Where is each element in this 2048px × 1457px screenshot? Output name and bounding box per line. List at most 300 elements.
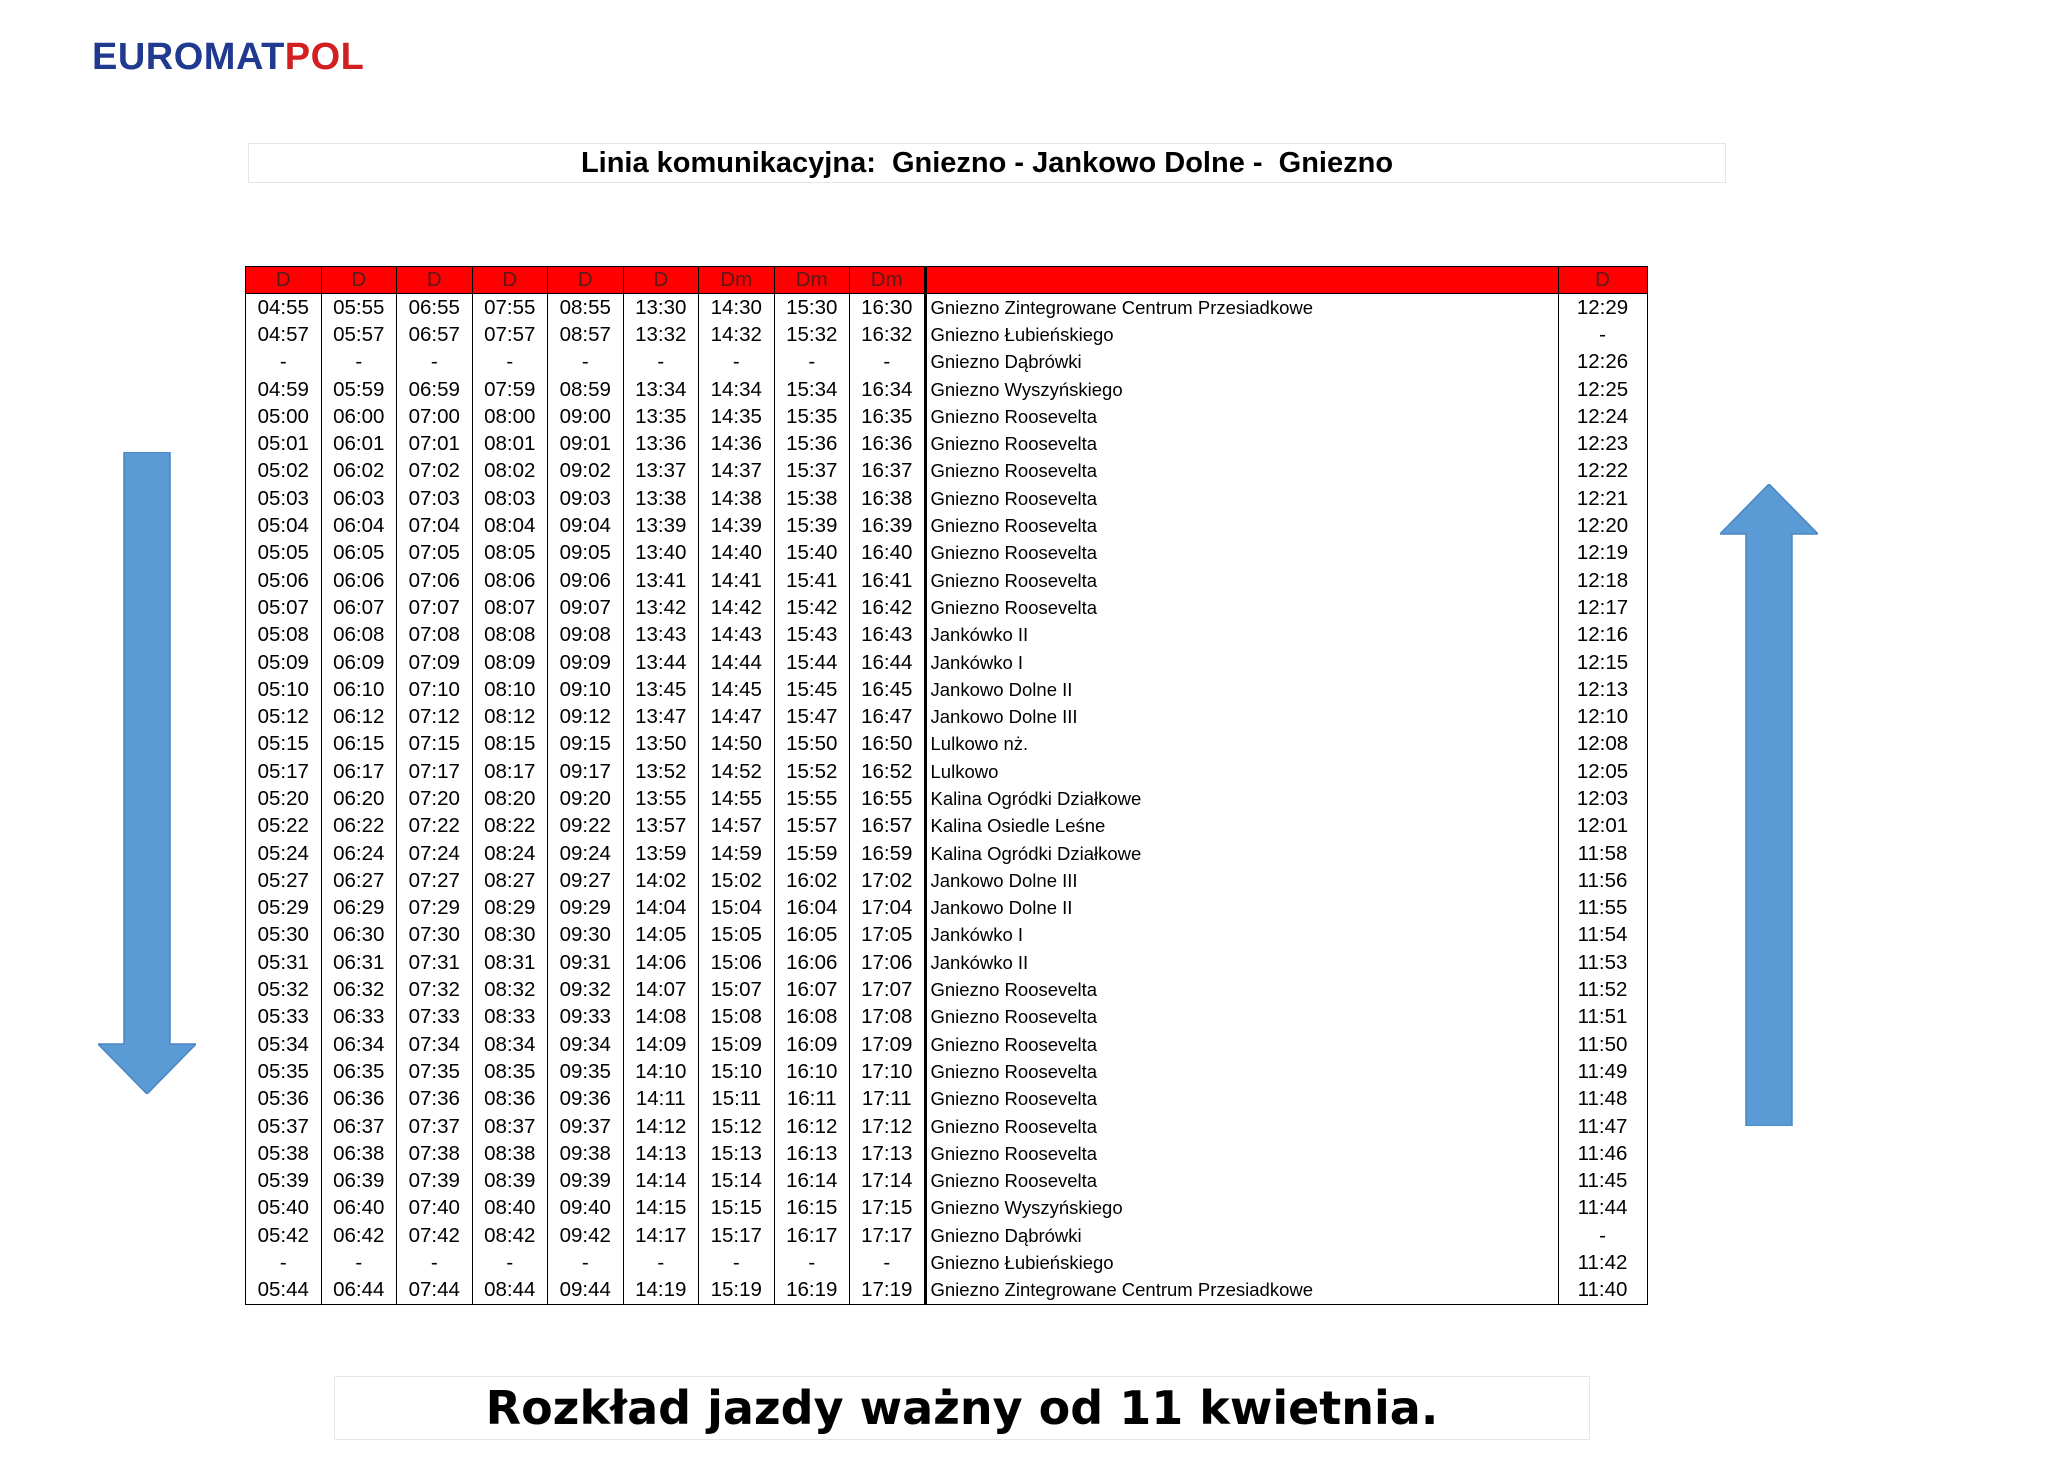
return-time-cell: 11:45	[1558, 1168, 1647, 1195]
departure-time-cell: 15:04	[699, 895, 775, 922]
table-row	[246, 1277, 1648, 1305]
departure-time-cell: 08:03	[472, 485, 548, 512]
departure-time-cell: 09:20	[548, 785, 624, 812]
timetable	[245, 266, 1648, 1305]
table-row	[246, 321, 1648, 348]
euromatpol-logo	[92, 36, 364, 79]
departure-time-cell: 05:33	[246, 1004, 322, 1031]
stop-name-cell: Gniezno Roosevelta	[925, 485, 1558, 512]
departure-time-cell: 13:37	[623, 458, 699, 485]
departure-time-cell: 14:04	[623, 895, 699, 922]
return-time-cell: 12:18	[1558, 567, 1647, 594]
departure-time-cell: -	[472, 349, 548, 376]
departure-time-cell: 16:37	[850, 458, 926, 485]
departure-time-cell: 14:42	[699, 594, 775, 621]
departure-time-cell: -	[548, 1249, 624, 1276]
departure-time-cell: 09:30	[548, 922, 624, 949]
stop-name-cell: Jankowo Dolne II	[925, 676, 1558, 703]
stop-name-cell: Jankowo Dolne II	[925, 895, 1558, 922]
departure-time-cell: 05:05	[246, 540, 322, 567]
departure-time-cell: 05:57	[321, 321, 397, 348]
return-time-cell: 12:08	[1558, 731, 1647, 758]
departure-time-cell: 09:08	[548, 622, 624, 649]
table-row	[246, 867, 1648, 894]
departure-time-cell: 05:27	[246, 867, 322, 894]
departure-time-cell: 13:45	[623, 676, 699, 703]
departure-time-cell: 16:40	[850, 540, 926, 567]
stop-name-cell: Gniezno Roosevelta	[925, 1031, 1558, 1058]
departure-time-cell: 08:00	[472, 403, 548, 430]
departure-time-cell: 09:37	[548, 1113, 624, 1140]
departure-time-cell: 05:04	[246, 512, 322, 539]
departure-time-cell: 15:02	[699, 867, 775, 894]
departure-time-cell: 16:47	[850, 703, 926, 730]
departure-time-cell: 13:47	[623, 703, 699, 730]
stop-name-cell: Gniezno Dąbrówki	[925, 349, 1558, 376]
departure-time-cell: 05:30	[246, 922, 322, 949]
departure-time-cell: -	[623, 349, 699, 376]
departure-time-cell: 07:10	[397, 676, 473, 703]
departure-time-cell: 06:35	[321, 1058, 397, 1085]
departure-time-cell: 05:31	[246, 949, 322, 976]
header-stop-column	[925, 267, 1558, 294]
departure-time-cell: 06:01	[321, 430, 397, 457]
table-row	[246, 976, 1648, 1003]
return-time-cell: 12:03	[1558, 785, 1647, 812]
departure-time-cell: 09:38	[548, 1140, 624, 1167]
departure-time-cell: 14:39	[699, 512, 775, 539]
departure-time-cell: 13:38	[623, 485, 699, 512]
departure-time-cell: 17:02	[850, 867, 926, 894]
departure-time-cell: 15:12	[699, 1113, 775, 1140]
departure-time-cell: 15:15	[699, 1195, 775, 1222]
departure-time-cell: 15:38	[774, 485, 850, 512]
departure-time-cell: 17:15	[850, 1195, 926, 1222]
stop-name-cell: Jankowo Dolne III	[925, 703, 1558, 730]
departure-time-cell: 15:44	[774, 649, 850, 676]
header-day-type: D	[623, 267, 699, 294]
return-time-cell: 11:52	[1558, 976, 1647, 1003]
departure-time-cell: 16:59	[850, 840, 926, 867]
table-row	[246, 731, 1648, 758]
departure-time-cell: 06:33	[321, 1004, 397, 1031]
stop-name-cell: Gniezno Roosevelta	[925, 540, 1558, 567]
return-time-cell: 12:16	[1558, 622, 1647, 649]
return-time-cell: 12:26	[1558, 349, 1647, 376]
departure-time-cell: 16:07	[774, 976, 850, 1003]
departure-time-cell: 14:43	[699, 622, 775, 649]
departure-time-cell: 17:09	[850, 1031, 926, 1058]
table-row	[246, 485, 1648, 512]
header-day-type: D	[472, 267, 548, 294]
departure-time-cell: 07:34	[397, 1031, 473, 1058]
stop-name-cell: Gniezno Wyszyńskiego	[925, 1195, 1558, 1222]
departure-time-cell: 06:22	[321, 813, 397, 840]
table-row	[246, 1249, 1648, 1276]
departure-time-cell: 05:32	[246, 976, 322, 1003]
stop-name-cell: Jankówko II	[925, 949, 1558, 976]
departure-time-cell: 13:32	[623, 321, 699, 348]
departure-time-cell: 07:32	[397, 976, 473, 1003]
table-row	[246, 594, 1648, 621]
departure-time-cell: 15:06	[699, 949, 775, 976]
table-row	[246, 703, 1648, 730]
departure-time-cell: 13:35	[623, 403, 699, 430]
departure-time-cell: 06:44	[321, 1277, 397, 1305]
departure-time-cell: 07:06	[397, 567, 473, 594]
departure-time-cell: 06:05	[321, 540, 397, 567]
departure-time-cell: 17:10	[850, 1058, 926, 1085]
departure-time-cell: 07:12	[397, 703, 473, 730]
header-day-type: D	[246, 267, 322, 294]
departure-time-cell: 15:11	[699, 1086, 775, 1113]
departure-time-cell: 16:52	[850, 758, 926, 785]
return-time-cell: 11:40	[1558, 1277, 1647, 1305]
stop-name-cell: Gniezno Roosevelta	[925, 594, 1558, 621]
departure-time-cell: 15:35	[774, 403, 850, 430]
departure-time-cell: 08:31	[472, 949, 548, 976]
departure-time-cell: 07:20	[397, 785, 473, 812]
header-return-column: D	[1558, 267, 1647, 294]
footer-box	[334, 1376, 1590, 1440]
departure-time-cell: 05:09	[246, 649, 322, 676]
departure-time-cell: 14:47	[699, 703, 775, 730]
return-time-cell: 11:55	[1558, 895, 1647, 922]
departure-time-cell: 08:10	[472, 676, 548, 703]
table-row	[246, 430, 1648, 457]
departure-time-cell: 14:09	[623, 1031, 699, 1058]
up-arrow-icon	[1720, 484, 1818, 1126]
header-day-type: D	[321, 267, 397, 294]
departure-time-cell: 08:17	[472, 758, 548, 785]
title-box	[248, 143, 1726, 183]
stop-name-cell: Gniezno Roosevelta	[925, 1086, 1558, 1113]
departure-time-cell: 09:02	[548, 458, 624, 485]
return-time-cell: 11:49	[1558, 1058, 1647, 1085]
table-row	[246, 403, 1648, 430]
departure-time-cell: 07:39	[397, 1168, 473, 1195]
departure-time-cell: 17:11	[850, 1086, 926, 1113]
departure-time-cell: 05:01	[246, 430, 322, 457]
departure-time-cell: 08:09	[472, 649, 548, 676]
stop-name-cell: Kalina Ogródki Działkowe	[925, 785, 1558, 812]
stop-name-cell: Gniezno Roosevelta	[925, 567, 1558, 594]
departure-time-cell: 14:10	[623, 1058, 699, 1085]
departure-time-cell: 16:05	[774, 922, 850, 949]
table-row	[246, 758, 1648, 785]
departure-time-cell: 16:04	[774, 895, 850, 922]
departure-time-cell: 15:19	[699, 1277, 775, 1305]
departure-time-cell: 15:09	[699, 1031, 775, 1058]
departure-time-cell: 05:12	[246, 703, 322, 730]
departure-time-cell: 05:08	[246, 622, 322, 649]
departure-time-cell: -	[850, 349, 926, 376]
table-row	[246, 458, 1648, 485]
departure-time-cell: 16:35	[850, 403, 926, 430]
table-row	[246, 1222, 1648, 1249]
departure-time-cell: 15:10	[699, 1058, 775, 1085]
departure-time-cell: 05:07	[246, 594, 322, 621]
departure-time-cell: 09:34	[548, 1031, 624, 1058]
departure-time-cell: 16:02	[774, 867, 850, 894]
departure-time-cell: 05:36	[246, 1086, 322, 1113]
departure-time-cell: 08:33	[472, 1004, 548, 1031]
departure-time-cell: 13:55	[623, 785, 699, 812]
departure-time-cell: 08:44	[472, 1277, 548, 1305]
departure-time-cell: 09:24	[548, 840, 624, 867]
departure-time-cell: 09:00	[548, 403, 624, 430]
departure-time-cell: 09:04	[548, 512, 624, 539]
departure-time-cell: 07:57	[472, 321, 548, 348]
departure-time-cell: 09:35	[548, 1058, 624, 1085]
departure-time-cell: 16:11	[774, 1086, 850, 1113]
departure-time-cell: 06:03	[321, 485, 397, 512]
departure-time-cell: 16:55	[850, 785, 926, 812]
departure-time-cell: 14:08	[623, 1004, 699, 1031]
departure-time-cell: -	[699, 349, 775, 376]
table-row	[246, 813, 1648, 840]
departure-time-cell: 07:36	[397, 1086, 473, 1113]
stop-name-cell: Kalina Osiedle Leśne	[925, 813, 1558, 840]
return-time-cell: 12:17	[1558, 594, 1647, 621]
departure-time-cell: 09:17	[548, 758, 624, 785]
departure-time-cell: 09:22	[548, 813, 624, 840]
table-row	[246, 349, 1648, 376]
departure-time-cell: 07:17	[397, 758, 473, 785]
departure-time-cell: 14:13	[623, 1140, 699, 1167]
departure-time-cell: -	[397, 349, 473, 376]
departure-time-cell: 13:40	[623, 540, 699, 567]
departure-time-cell: 08:35	[472, 1058, 548, 1085]
departure-time-cell: 17:12	[850, 1113, 926, 1140]
departure-time-cell: 05:17	[246, 758, 322, 785]
departure-time-cell: 09:12	[548, 703, 624, 730]
departure-time-cell: 15:43	[774, 622, 850, 649]
departure-time-cell: 07:09	[397, 649, 473, 676]
departure-time-cell: 06:37	[321, 1113, 397, 1140]
stop-name-cell: Gniezno Zintegrowane Centrum Przesiadkowe	[925, 294, 1558, 322]
departure-time-cell: 14:57	[699, 813, 775, 840]
departure-time-cell: 06:04	[321, 512, 397, 539]
timetable-body	[246, 294, 1648, 1305]
departure-time-cell: 15:32	[774, 321, 850, 348]
departure-time-cell: 08:01	[472, 430, 548, 457]
departure-time-cell: 05:06	[246, 567, 322, 594]
departure-time-cell: 13:30	[623, 294, 699, 322]
departure-time-cell: 14:34	[699, 376, 775, 403]
departure-time-cell: 13:41	[623, 567, 699, 594]
stop-name-cell: Jankówko I	[925, 649, 1558, 676]
departure-time-cell: 15:37	[774, 458, 850, 485]
return-time-cell: 12:20	[1558, 512, 1647, 539]
table-row	[246, 1086, 1648, 1113]
departure-time-cell: 16:42	[850, 594, 926, 621]
table-row	[246, 622, 1648, 649]
departure-time-cell: 08:04	[472, 512, 548, 539]
departure-time-cell: 07:31	[397, 949, 473, 976]
return-time-cell: 12:24	[1558, 403, 1647, 430]
table-row	[246, 922, 1648, 949]
departure-time-cell: 05:38	[246, 1140, 322, 1167]
departure-time-cell: 07:37	[397, 1113, 473, 1140]
departure-time-cell: 08:27	[472, 867, 548, 894]
departure-time-cell: 06:55	[397, 294, 473, 322]
departure-time-cell: 06:02	[321, 458, 397, 485]
departure-time-cell: 04:55	[246, 294, 322, 322]
departure-time-cell: 14:55	[699, 785, 775, 812]
departure-time-cell: 14:11	[623, 1086, 699, 1113]
header-day-type: D	[397, 267, 473, 294]
return-time-cell: 11:54	[1558, 922, 1647, 949]
departure-time-cell: -	[850, 1249, 926, 1276]
departure-time-cell: 07:01	[397, 430, 473, 457]
return-time-cell: 11:58	[1558, 840, 1647, 867]
departure-time-cell: 06:38	[321, 1140, 397, 1167]
departure-time-cell: 17:14	[850, 1168, 926, 1195]
return-time-cell: 12:25	[1558, 376, 1647, 403]
departure-time-cell: 15:55	[774, 785, 850, 812]
departure-time-cell: 06:29	[321, 895, 397, 922]
departure-time-cell: 16:06	[774, 949, 850, 976]
departure-time-cell: -	[623, 1249, 699, 1276]
return-time-cell: 11:47	[1558, 1113, 1647, 1140]
departure-time-cell: 16:13	[774, 1140, 850, 1167]
departure-time-cell: 14:41	[699, 567, 775, 594]
validity-notice: Rozkład jazdy ważny od 11 kwietnia.	[485, 1381, 1439, 1435]
departure-time-cell: 15:36	[774, 430, 850, 457]
departure-time-cell: 14:06	[623, 949, 699, 976]
departure-time-cell: 08:22	[472, 813, 548, 840]
stop-name-cell: Jankówko II	[925, 622, 1558, 649]
departure-time-cell: 09:27	[548, 867, 624, 894]
departure-time-cell: 15:05	[699, 922, 775, 949]
departure-time-cell: 16:17	[774, 1222, 850, 1249]
table-row	[246, 567, 1648, 594]
departure-time-cell: 05:35	[246, 1058, 322, 1085]
departure-time-cell: 16:08	[774, 1004, 850, 1031]
departure-time-cell: 07:08	[397, 622, 473, 649]
departure-time-cell: 05:10	[246, 676, 322, 703]
departure-time-cell: 08:06	[472, 567, 548, 594]
departure-time-cell: 16:44	[850, 649, 926, 676]
table-row	[246, 676, 1648, 703]
departure-time-cell: 07:05	[397, 540, 473, 567]
departure-time-cell: 16:57	[850, 813, 926, 840]
departure-time-cell: 07:42	[397, 1222, 473, 1249]
departure-time-cell: 08:37	[472, 1113, 548, 1140]
departure-time-cell: 13:36	[623, 430, 699, 457]
departure-time-cell: 08:34	[472, 1031, 548, 1058]
departure-time-cell: 15:13	[699, 1140, 775, 1167]
departure-time-cell: 16:34	[850, 376, 926, 403]
departure-time-cell: 16:38	[850, 485, 926, 512]
departure-time-cell: 16:14	[774, 1168, 850, 1195]
departure-time-cell: 15:40	[774, 540, 850, 567]
stop-name-cell: Gniezno Roosevelta	[925, 1168, 1558, 1195]
departure-time-cell: -	[321, 349, 397, 376]
departure-time-cell: 08:08	[472, 622, 548, 649]
departure-time-cell: 17:05	[850, 922, 926, 949]
departure-time-cell: 15:07	[699, 976, 775, 1003]
departure-time-cell: 14:38	[699, 485, 775, 512]
stop-name-cell: Gniezno Roosevelta	[925, 512, 1558, 539]
departure-time-cell: 07:07	[397, 594, 473, 621]
departure-time-cell: 05:59	[321, 376, 397, 403]
return-time-cell: 11:48	[1558, 1086, 1647, 1113]
departure-time-cell: 14:30	[699, 294, 775, 322]
departure-time-cell: 14:45	[699, 676, 775, 703]
departure-time-cell: 08:20	[472, 785, 548, 812]
departure-time-cell: 06:08	[321, 622, 397, 649]
departure-time-cell: 14:07	[623, 976, 699, 1003]
stop-name-cell: Gniezno Roosevelta	[925, 430, 1558, 457]
return-time-cell: 12:10	[1558, 703, 1647, 730]
departure-time-cell: 16:19	[774, 1277, 850, 1305]
departure-time-cell: 16:15	[774, 1195, 850, 1222]
departure-time-cell: 14:14	[623, 1168, 699, 1195]
departure-time-cell: 15:30	[774, 294, 850, 322]
departure-time-cell: -	[246, 1249, 322, 1276]
departure-time-cell: 08:38	[472, 1140, 548, 1167]
stop-name-cell: Lulkowo nż.	[925, 731, 1558, 758]
departure-time-cell: 08:15	[472, 731, 548, 758]
departure-time-cell: 14:05	[623, 922, 699, 949]
departure-time-cell: -	[472, 1249, 548, 1276]
departure-time-cell: 06:34	[321, 1031, 397, 1058]
departure-time-cell: 05:42	[246, 1222, 322, 1249]
return-time-cell: 12:21	[1558, 485, 1647, 512]
departure-time-cell: 14:02	[623, 867, 699, 894]
departure-time-cell: 07:27	[397, 867, 473, 894]
return-time-cell: 11:51	[1558, 1004, 1647, 1031]
header-day-type: Dm	[699, 267, 775, 294]
departure-time-cell: 16:09	[774, 1031, 850, 1058]
departure-time-cell: 07:29	[397, 895, 473, 922]
departure-time-cell: 13:59	[623, 840, 699, 867]
departure-time-cell: 17:19	[850, 1277, 926, 1305]
departure-time-cell: 06:00	[321, 403, 397, 430]
departure-time-cell: 09:31	[548, 949, 624, 976]
return-time-cell: 11:50	[1558, 1031, 1647, 1058]
departure-time-cell: 08:42	[472, 1222, 548, 1249]
departure-time-cell: 05:20	[246, 785, 322, 812]
departure-time-cell: 08:30	[472, 922, 548, 949]
departure-time-cell: 14:36	[699, 430, 775, 457]
departure-time-cell: 05:24	[246, 840, 322, 867]
departure-time-cell: 15:47	[774, 703, 850, 730]
down-arrow-icon	[98, 452, 196, 1094]
departure-time-cell: 07:30	[397, 922, 473, 949]
departure-time-cell: -	[397, 1249, 473, 1276]
departure-time-cell: 09:07	[548, 594, 624, 621]
departure-time-cell: 04:59	[246, 376, 322, 403]
departure-time-cell: 09:05	[548, 540, 624, 567]
stop-name-cell: Gniezno Dąbrówki	[925, 1222, 1558, 1249]
departure-time-cell: 06:31	[321, 949, 397, 976]
return-time-cell: 12:05	[1558, 758, 1647, 785]
departure-time-cell: 13:34	[623, 376, 699, 403]
stop-name-cell: Gniezno Roosevelta	[925, 458, 1558, 485]
departure-time-cell: 06:59	[397, 376, 473, 403]
departure-time-cell: 05:39	[246, 1168, 322, 1195]
return-time-cell: -	[1558, 321, 1647, 348]
departure-time-cell: 06:15	[321, 731, 397, 758]
table-row	[246, 512, 1648, 539]
departure-time-cell: 08:02	[472, 458, 548, 485]
departure-time-cell: 07:38	[397, 1140, 473, 1167]
table-row	[246, 649, 1648, 676]
stop-name-cell: Lulkowo	[925, 758, 1558, 785]
